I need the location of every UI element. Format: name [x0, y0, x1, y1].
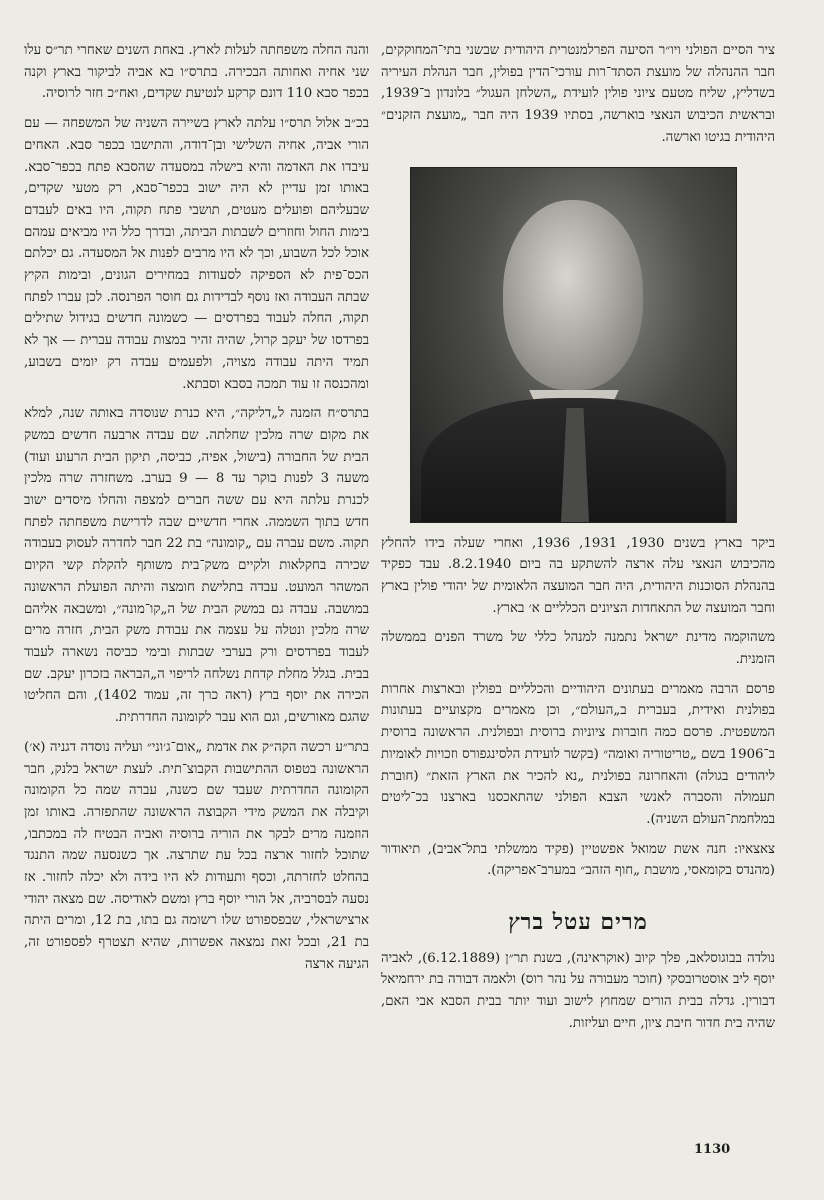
- page-number: 1130: [694, 1142, 731, 1157]
- left-column: [24, 40, 369, 984]
- section-title: מרים עטל ברץ: [508, 909, 648, 936]
- paragraph-kfar-saba: בכ״ב אלול תרס״ו עלתה לארץ בשיירה השניה של המשפחה — עם הורי אביה, אחיה השלישי ובן־דודה, והתישבו בכפר סבא. האחים עיבדו את האדמה והיא בישלה במסעדה שהסבא פתח בכפר־סבא. באותו זמן עדיין לא היה ישוב בכפר־סבא, רק מטעי שקדים, שבעליהם ופועלים מעטים, תושבי פתח תקוה, היו באים לעבדם בימות החול וחוזרים לשבתות הביתה, ובדרך כלל היו מביאים עמהם אוכל לכל השבוע, וכך לא היו מרבים לפנות אל המסעדה. גם יכלתם הכס־פית לא הספיקה לסעודות במחירים הגונים, ובימות הקיץ שבתה העבודה ואז נוסף לבדידות גם חוסר הפרנסה. לכן עברו לפתח תקוה, החלה לעבוד בפרדסים — כשמונה חדשים בגידול שתילים בפרדסו של יעקב קרול, שהיה זהיר במצות עבודה עברית — אך לא תמיד היתה עבודה מצויה, ולפעמים עבדה רק יומים בשבוע, ומהכנסה זו עוד תמכה בסבא וסבתא.: [24, 116, 369, 392]
- biography-intro: ציר הסיים הפולני ויו״ר הסיעה הפרלמנטרית היהודית שבשני בתי־המחוקקים, חבר ההנהלה של מועצת הסתד־רות עורכי־הדין בפולין, חבר הנהלת העיריה בשדליץ, שליח מטעם ציוני פולין לועידת „השלחן העגול״ בלונדון ב־1939, ובראשית הכיבוש הנאצי בוארשה, בסתיו 1939 היה חבר „מועצת הזקנים״ היהודית בגיטו וארשה.: [381, 43, 775, 145]
- portrait-photo: [410, 167, 737, 523]
- paragraph-family-aliyah: והנה החלה משפחתה לעלות לארץ. באחת השנים שאחרי תר״ס עלו שני אחיה ואחותה הבכירה. בתרס״ו בא אביה לביקור בארץ וקנה בכפר סבא 110 דונם קרקע לנטיעת שקדים, ואח״כ חזר לרוסיה.: [24, 43, 369, 102]
- paragraph-birth: נולדה בבוגוסלאב, פלך קיוב (אוקראינה), בשנת תר״ן (6.12.1889), לאביה יוסף ליב אוסטרובסקי (חוכר מעבורה על נהר רוס) ולאמה דבורה בת ירחמיאל דבורין. גדלה בבית הורים שמחוץ לישוב ועוד יותר בבית הסבא אבי האם, שהיה בית חדור חיבת ציון, חיים ועליזות.: [381, 950, 775, 1031]
- paragraph-descendants: צאצאיו: חנה אשת שמואל אפשטיין (פקיד ממשלתי בתל־אביב), תיאודור (מהנדס בקומאסי, מושבת „חוף הזהב״ במערב־אפריקה).: [381, 841, 775, 879]
- right-column: [381, 40, 775, 1043]
- paragraph-kinneret: בתרס״ח הזמנה ל„דליקה״, היא כנרת שנוסדה באותה שנה, למלא את מקום שרה מלכין שחלתה. שם עבדה ארבעה חדשים במשק הבית של החבורה (בישול, אפיה, כביסה, תיקון הבית הרעוע ועוד) משעה 3 לפנות בוקר עד 8 — 9 בערב. משחזרה שרה מלכין לכנרת עלתה היא עם ששה חברים למצפה והחלו מיסדים ישוב חדש בתוך השממה. אחרי חדשיים שבה לדרישת משפחתה לפתח תקוה. משם עברה עם „קומונה״ בת 22 חבר לחדרה לעסוק בעבודה שכירה בחקלאות ולקיים משק־בית משותף להקלת קשי הקיום המשהר המועט. עבדה בתלישת חומצה והיתה הפועלת הראשונה במושבה. עבדה גם במשק הבית של ה„קו־מונה״, ומשבאה אליהם שרה מלכין ונטלה על עצמה את עבודת משק הבית, חזרה מרים לעבוד בפרדסים ורק בערבי שבתות ובימי כביסה נשארה לעבוד בבית. בגלל מחלת קדחת נשלחה לריפוי ה„הבראה בזכרון יעקב. שם הכירה את יוסף ברץ (ראה כרך זה, עמוד 1402), והם החליטו שהגם מאורשים, וגם הוא עבר לקומונה החדרתית.: [24, 406, 370, 726]
- paragraph-visits: ביקר בארץ בשנים 1930, 1931, 1936, ואחרי שעלה בידו להחלץ מהכיבוש הנאצי עלה ארצה להשתקע בה ביום 8.2.1940. עבד כפקיד בהנהלת הסוכנות היהודית, היה חבר המועצה הלאומית של יהודי פולין בארץ וחבר המועצה של התאחדות הציונים הכלליים א׳ בארץ.: [381, 535, 775, 616]
- paragraph-publications: פרסם הרבה מאמרים בעתונים היהודיים והכלליים בפולין ובארצות אחרות בפולנית ואידית, בעברית ב„העולם״, וכן מאמרים מקצועיים בעתונות המשפטית. פרסם כמה חוברות ציוניות ברוסית ובפולנית. הראשונה ברוסית ב־1906 בשם „טריטוריה ואומה״ (בקשר לועידת הלסינגפורס וזכויות לאומיות ליהודים בגולה) והאחרונה בפולנית „נא להכיר את הארץ הזאת״ (חוברת תעמולה והסברה לאנשי הצבא הפולני שהתאכסנו בארצנו בכ־ליטים במלחמת־העולם השניה).: [381, 681, 775, 827]
- paragraph-degania: בתר״ע רכשה הקה״ק את אדמת „אום־ג׳וני״ ועליה נוסדה דגניה (א׳) הראשונה בטפוס ההתישבות הקבוצ־תית. לעצת ישראל בלנק, חבר הקומונה החדרתית שעבד שם כשנה, עברה שמה כל הקומונה וקיבלה את המשק מידי הקבוצה הראשונה שהתפזרה. באותו זמן הוזמנה מרים לבקר את הוריה ברוסיה ואביה הבטיח לה במכתבו, שתוכל לחזור ארצה בכל עת שתרצה. אך כשנסעה שמה התנגד בהחלט לחזרתה, וכסף ותעודות לא היו בידה ולא יכלה לחזור. אז נסעה לבסרביה, אל הורי יוסף ברץ ומשם לאודיסה. שם מצאה יהודי ארצישראלי, שבפספורט שלו רשומה גם בתו, בת 12, ומרים היתה בת 21, ובכל זאת נמצאה אפשרות, שהיא תצטרף לפספורט זה, הגיעה ארצה: [24, 739, 369, 972]
- paragraph-ministry: משהוקמה מדינת ישראל נתמנה למנהל כללי של משרד הפנים בממשלה הזמנית.: [381, 630, 775, 668]
